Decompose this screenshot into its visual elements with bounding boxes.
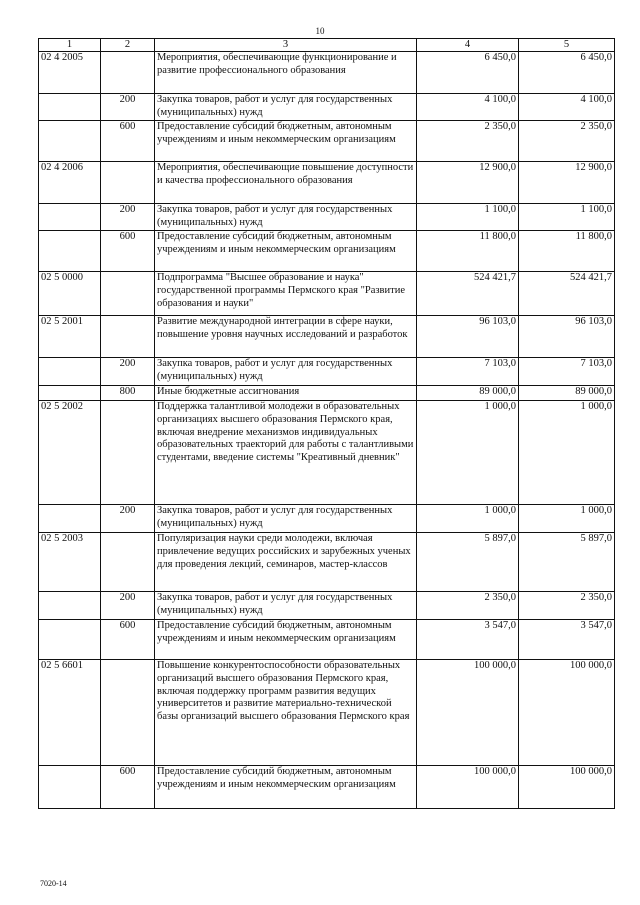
description-cell: Предоставление субсидий бюджетным, автономным учреждениям и иным некоммерческим организациям (155, 620, 417, 660)
target-article-cell (39, 94, 101, 121)
description-cell: Мероприятия, обеспечивающие функционирование и развитие профессионального образования (155, 52, 417, 94)
expense-type-cell: 600 (101, 231, 155, 272)
expense-type-cell (101, 162, 155, 204)
amount-cell-2015: 5 897,0 (417, 533, 519, 592)
expense-type-cell: 200 (101, 204, 155, 231)
amount-cell-2016: 96 103,0 (519, 316, 615, 358)
table-row (39, 121, 615, 162)
expense-type-cell (101, 272, 155, 316)
expense-type-cell (101, 401, 155, 505)
expense-type-cell (101, 316, 155, 358)
amount-cell-2016: 2 350,0 (519, 121, 615, 162)
description-cell: Популяризация науки среди молодежи, включая привлечение ведущих российских и зарубежных ученых для проведения лекций, семинаров, мастер-классов (155, 533, 417, 592)
expense-type-cell: 200 (101, 94, 155, 121)
table-row (39, 52, 615, 94)
target-article-cell: 02 5 0000 (39, 272, 101, 316)
header-col-2: 2 (101, 39, 155, 52)
amount-cell-2015: 1 100,0 (417, 204, 519, 231)
table-row (39, 766, 615, 809)
amount-cell-2016: 12 900,0 (519, 162, 615, 204)
amount-cell-2015: 2 350,0 (417, 121, 519, 162)
table-row (39, 505, 615, 533)
header-col-3: 3 (155, 39, 417, 52)
amount-cell-2015: 11 800,0 (417, 231, 519, 272)
description-cell: Повышение конкурентоспособности образовательных организаций высшего образования Пермского края, включая поддержку программ развития ведущих университетов и развитие материально-технической базы организаций высшего образования Пермского края (155, 660, 417, 766)
amount-cell-2016: 524 421,7 (519, 272, 615, 316)
amount-cell-2015: 2 350,0 (417, 592, 519, 620)
amount-cell-2016: 7 103,0 (519, 358, 615, 386)
amount-cell-2016: 3 547,0 (519, 620, 615, 660)
table-row (39, 660, 615, 766)
target-article-cell (39, 386, 101, 401)
header-col-1: 1 (39, 39, 101, 52)
table-row (39, 533, 615, 592)
target-article-cell (39, 592, 101, 620)
expense-type-cell (101, 660, 155, 766)
description-cell: Закупка товаров, работ и услуг для государственных (муниципальных) нужд (155, 204, 417, 231)
description-cell: Иные бюджетные ассигнования (155, 386, 417, 401)
target-article-cell: 02 5 2001 (39, 316, 101, 358)
amount-cell-2016: 5 897,0 (519, 533, 615, 592)
amount-cell-2015: 7 103,0 (417, 358, 519, 386)
amount-cell-2015: 100 000,0 (417, 766, 519, 809)
amount-cell-2015: 3 547,0 (417, 620, 519, 660)
target-article-cell (39, 766, 101, 809)
table-row (39, 272, 615, 316)
header-row (39, 39, 615, 52)
amount-cell-2015: 1 000,0 (417, 505, 519, 533)
description-cell: Предоставление субсидий бюджетным, автономным учреждениям и иным некоммерческим организациям (155, 766, 417, 809)
page-number: 10 (315, 26, 325, 36)
description-cell: Предоставление субсидий бюджетным, автономным учреждениям и иным некоммерческим организациям (155, 231, 417, 272)
amount-cell-2016: 4 100,0 (519, 94, 615, 121)
table-row (39, 401, 615, 505)
target-article-cell (39, 620, 101, 660)
table-row (39, 316, 615, 358)
table-row (39, 94, 615, 121)
expense-type-cell: 600 (101, 766, 155, 809)
amount-cell-2015: 1 000,0 (417, 401, 519, 505)
expense-type-cell (101, 52, 155, 94)
table-row (39, 386, 615, 401)
target-article-cell: 02 5 2002 (39, 401, 101, 505)
expense-type-cell: 200 (101, 358, 155, 386)
amount-cell-2016: 1 000,0 (519, 505, 615, 533)
table-row (39, 162, 615, 204)
target-article-cell (39, 505, 101, 533)
target-article-cell (39, 121, 101, 162)
target-article-cell (39, 358, 101, 386)
expense-type-cell (101, 533, 155, 592)
expense-type-cell: 800 (101, 386, 155, 401)
amount-cell-2015: 524 421,7 (417, 272, 519, 316)
amount-cell-2016: 100 000,0 (519, 766, 615, 809)
expense-type-cell: 600 (101, 121, 155, 162)
description-cell: Мероприятия, обеспечивающие повышение доступности и качества профессионального образования (155, 162, 417, 204)
amount-cell-2016: 2 350,0 (519, 592, 615, 620)
amount-cell-2016: 11 800,0 (519, 231, 615, 272)
footer-code: 7020-14 (40, 879, 67, 888)
target-article-cell (39, 231, 101, 272)
table-header (39, 39, 615, 52)
description-cell: Предоставление субсидий бюджетным, автономным учреждениям и иным некоммерческим организациям (155, 121, 417, 162)
table-row (39, 620, 615, 660)
description-cell: Подпрограмма "Высшее образование и наука" государственной программы Пермского края "Развитие образования и науки" (155, 272, 417, 316)
amount-cell-2015: 96 103,0 (417, 316, 519, 358)
description-cell: Закупка товаров, работ и услуг для государственных (муниципальных) нужд (155, 94, 417, 121)
target-article-cell (39, 204, 101, 231)
expense-type-cell: 600 (101, 620, 155, 660)
table-row (39, 231, 615, 272)
target-article-cell: 02 4 2005 (39, 52, 101, 94)
target-article-cell: 02 5 2003 (39, 533, 101, 592)
amount-cell-2016: 89 000,0 (519, 386, 615, 401)
header-col-4: 4 (417, 39, 519, 52)
amount-cell-2015: 12 900,0 (417, 162, 519, 204)
table-row (39, 204, 615, 231)
amount-cell-2016: 100 000,0 (519, 660, 615, 766)
description-cell: Закупка товаров, работ и услуг для государственных (муниципальных) нужд (155, 592, 417, 620)
amount-cell-2016: 1 100,0 (519, 204, 615, 231)
amount-cell-2015: 89 000,0 (417, 386, 519, 401)
target-article-cell: 02 5 6601 (39, 660, 101, 766)
description-cell: Поддержка талантливой молодежи в образовательных организациях высшего образования Пермского края, включая внедрение механизмов индивидуальных образовательных траекторий для работы с талантливыми студентами, введение системы "Креативный дневник" (155, 401, 417, 505)
amount-cell-2015: 100 000,0 (417, 660, 519, 766)
amount-cell-2015: 4 100,0 (417, 94, 519, 121)
amount-cell-2016: 1 000,0 (519, 401, 615, 505)
description-cell: Закупка товаров, работ и услуг для государственных (муниципальных) нужд (155, 505, 417, 533)
table-row (39, 358, 615, 386)
budget-table (38, 38, 615, 809)
description-cell: Развитие международной интеграции в сфере науки, повышение уровня научных исследований и разработок (155, 316, 417, 358)
target-article-cell: 02 4 2006 (39, 162, 101, 204)
table-row (39, 592, 615, 620)
description-cell: Закупка товаров, работ и услуг для государственных (муниципальных) нужд (155, 358, 417, 386)
header-col-5: 5 (519, 39, 615, 52)
table-body (39, 52, 615, 809)
amount-cell-2016: 6 450,0 (519, 52, 615, 94)
expense-type-cell: 200 (101, 592, 155, 620)
expense-type-cell: 200 (101, 505, 155, 533)
amount-cell-2015: 6 450,0 (417, 52, 519, 94)
